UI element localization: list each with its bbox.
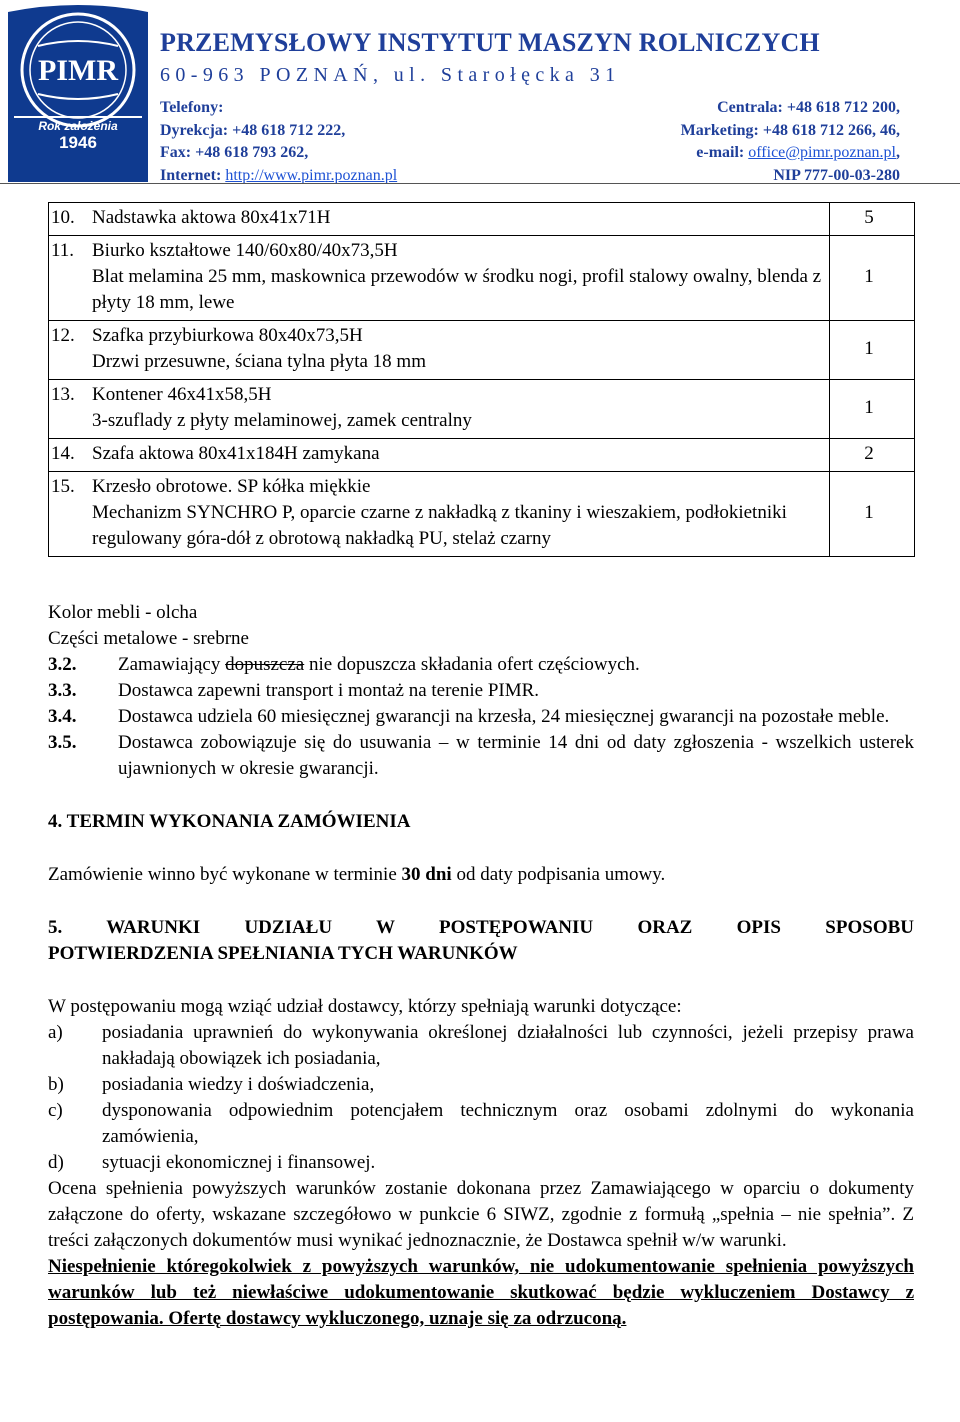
item-description-line: 3-szuflady z płyty melaminowej, zamek centralny xyxy=(92,410,472,431)
list-item-text: posiadania uprawnień do wykonywania określonej działalności lub czynności, jeżeli przepisy prawa nakładają obowiązek ich posiadania, xyxy=(102,1022,914,1069)
clause-number: 3.5. xyxy=(48,732,77,753)
furniture-color-note: Kolor mebli - olcha xyxy=(48,602,198,623)
list-item-text: posiadania wiedzy i doświadczenia, xyxy=(102,1074,375,1095)
item-description-line: Drzwi przesuwne, ściana tylna płyta 18 mm xyxy=(92,351,426,372)
clause-text: Dostawca zapewni transport i montaż na terenie PIMR. xyxy=(118,680,540,701)
list-item-text: dysponowania odpowiednim potencjałem technicznym oraz osobami zdolnymi do wykonania zamówienia, xyxy=(102,1100,914,1147)
org-name: PRZEMYSŁOWY INSTYTUT MASZYN ROLNICZYCH xyxy=(160,28,820,57)
metal-parts-note: Części metalowe - srebrne xyxy=(48,628,249,649)
item-quantity: 1 xyxy=(830,236,915,321)
table-row xyxy=(49,236,915,321)
item-quantity: 2 xyxy=(830,439,915,472)
clause-text-cont: nie dopuszcza składania ofert częściowych. xyxy=(304,654,640,675)
item-description-line: Kontener 46x41x58,5H xyxy=(92,384,272,405)
clause-3-4 xyxy=(48,704,914,730)
internet-label: Internet: xyxy=(160,166,222,184)
term-text-a: Zamówienie winno być wykonane w terminie xyxy=(48,864,402,885)
items-table xyxy=(48,202,915,557)
logo-text: PIMR xyxy=(38,54,118,87)
item-quantity: 1 xyxy=(830,472,915,557)
table-row xyxy=(49,472,915,557)
conditions-intro: W postępowaniu mogą wziąć udział dostawcy, którzy spełniają warunki dotyczące: xyxy=(48,996,682,1017)
contact-left xyxy=(160,97,397,187)
marketing-phone: Marketing: +48 618 712 266, 46, xyxy=(680,121,900,139)
pimr-logo xyxy=(8,0,148,182)
item-description-line: Nadstawka aktowa 80x41x71H xyxy=(92,207,331,228)
contact-right xyxy=(681,97,900,187)
fax-number: Fax: +48 618 793 262, xyxy=(160,144,309,161)
item-description xyxy=(88,439,830,472)
list-item-label: a) xyxy=(48,1022,63,1043)
clause-number: 3.3. xyxy=(48,680,77,701)
list-item-label: d) xyxy=(48,1152,64,1173)
clause-3-5 xyxy=(48,730,914,782)
item-description xyxy=(88,203,830,236)
list-item xyxy=(48,1072,914,1098)
item-quantity: 5 xyxy=(830,203,915,236)
evaluation-paragraph: Ocena spełnienia powyższych warunków zostanie dokonana przez Zamawiającego w oparciu o dokumenty załączone do oferty, wskazane szczegółowo w punkcie 6 SIWZ, zgodnie z formułą „spełnia – nie spełnia”. Z treści załączonych dokumentów musi wynikać jednoznacznie, że Dostawca spełnił w/w warunki. xyxy=(48,1178,914,1251)
exclusion-warning: Niespełnienie któregokolwiek z powyższych warunków, nie udokumentowanie spełnienia powyższych warunków lub też niewłaściwe udokumentowanie skutkować będzie wykluczeniem Dostawcy z postępowania. Ofertę dostawcy wykluczonego, uznaje się za odrzuconą. xyxy=(48,1256,914,1329)
item-description-line: Krzesło obrotowe. SP kółka miękkie xyxy=(92,476,371,497)
website-link[interactable]: http://www.pimr.poznan.pl xyxy=(225,166,398,184)
table-row xyxy=(49,439,915,472)
item-number: 10. xyxy=(49,203,89,236)
list-item xyxy=(48,1150,914,1176)
table-row xyxy=(49,321,915,380)
email-row xyxy=(681,142,900,165)
section-number: 4. xyxy=(48,811,63,832)
email-link[interactable]: office@pimr.poznan.pl xyxy=(748,144,896,161)
conditions-list xyxy=(48,1020,914,1176)
item-description-line: Szafa aktowa 80x41x184H zamykana xyxy=(92,443,380,464)
clause-text: Zamawiający xyxy=(118,654,221,675)
section-5-heading: 5. WARUNKI UDZIAŁU W POSTĘPOWANIU ORAZ OPIS SPOSOBU xyxy=(48,917,914,938)
item-description xyxy=(88,472,830,557)
section-5-heading-cont: POTWIERDZENIA SPEŁNIANIA TYCH WARUNKÓW xyxy=(48,943,518,964)
list-item xyxy=(48,1020,914,1072)
section-4-heading xyxy=(48,809,914,835)
item-number: 13. xyxy=(49,380,89,439)
document-body xyxy=(48,600,914,1332)
item-description-line: Szafka przybiurkowa 80x40x73,5H xyxy=(92,325,363,346)
item-quantity: 1 xyxy=(830,380,915,439)
list-item-label: b) xyxy=(48,1074,64,1095)
logo-founded-year: 1946 xyxy=(59,133,97,152)
section-title: TERMIN WYKONANIA ZAMÓWIENIA xyxy=(62,811,411,832)
item-number: 15. xyxy=(49,472,89,557)
item-description-line: Biurko kształtowe 140/60x80/40x73,5H xyxy=(92,240,398,261)
list-item-text: sytuacji ekonomicznej i finansowej. xyxy=(102,1152,376,1173)
table-row xyxy=(49,203,915,236)
item-description xyxy=(88,321,830,380)
item-description-line: Blat melamina 25 mm, maskownica przewodów w środku nogi, profil stalowy owalny, blenda z płyty 18 mm, lewe xyxy=(92,266,822,313)
directorate-phone: Dyrekcja: +48 618 712 222, xyxy=(160,121,346,139)
table-row xyxy=(49,380,915,439)
completion-term xyxy=(48,862,914,888)
clause-text: Dostawca zobowiązuje się do usuwania – w terminie 14 dni od daty zgłoszenia - wszelkich usterek ujawnionych w okresie gwarancji. xyxy=(118,732,914,779)
term-days: 30 dni xyxy=(401,864,452,885)
item-number: 14. xyxy=(49,439,89,472)
logo-founded-label: Rok założenia xyxy=(38,119,118,133)
clause-3-2 xyxy=(48,652,914,678)
org-address: 60-963 POZNAŃ, ul. Starołęcka 31 xyxy=(160,64,621,86)
phones-label: Telefony: xyxy=(160,99,224,116)
clause-text: Dostawca udziela 60 miesięcznej gwarancji na krzesła, 24 miesięcznej gwarancji na pozostałe meble. xyxy=(118,706,890,727)
list-item-label: c) xyxy=(48,1100,63,1121)
list-item xyxy=(48,1098,914,1150)
item-description xyxy=(88,380,830,439)
item-number: 12. xyxy=(49,321,89,380)
central-phone: Centrala: +48 618 712 200, xyxy=(717,99,900,116)
item-description xyxy=(88,236,830,321)
email-label: e-mail: xyxy=(696,144,745,161)
item-quantity: 1 xyxy=(830,321,915,380)
term-text-b: od daty podpisania umowy. xyxy=(451,864,666,885)
item-description-line: Mechanizm SYNCHRO P, oparcie czarne z nakładką z tkaniny i wieszakiem, podłokietniki regulowany góra-dół z obrotową nakładką PU, stelaż czarny xyxy=(92,502,787,549)
nip-number: NIP 777-00-03-280 xyxy=(773,166,900,184)
item-number: 11. xyxy=(49,236,89,321)
email-suffix: , xyxy=(896,144,900,161)
clause-number: 3.4. xyxy=(48,706,77,727)
struck-word: dopuszcza xyxy=(225,654,305,675)
clause-number: 3.2. xyxy=(48,654,77,675)
header-divider xyxy=(0,183,960,184)
clause-3-3 xyxy=(48,678,914,704)
